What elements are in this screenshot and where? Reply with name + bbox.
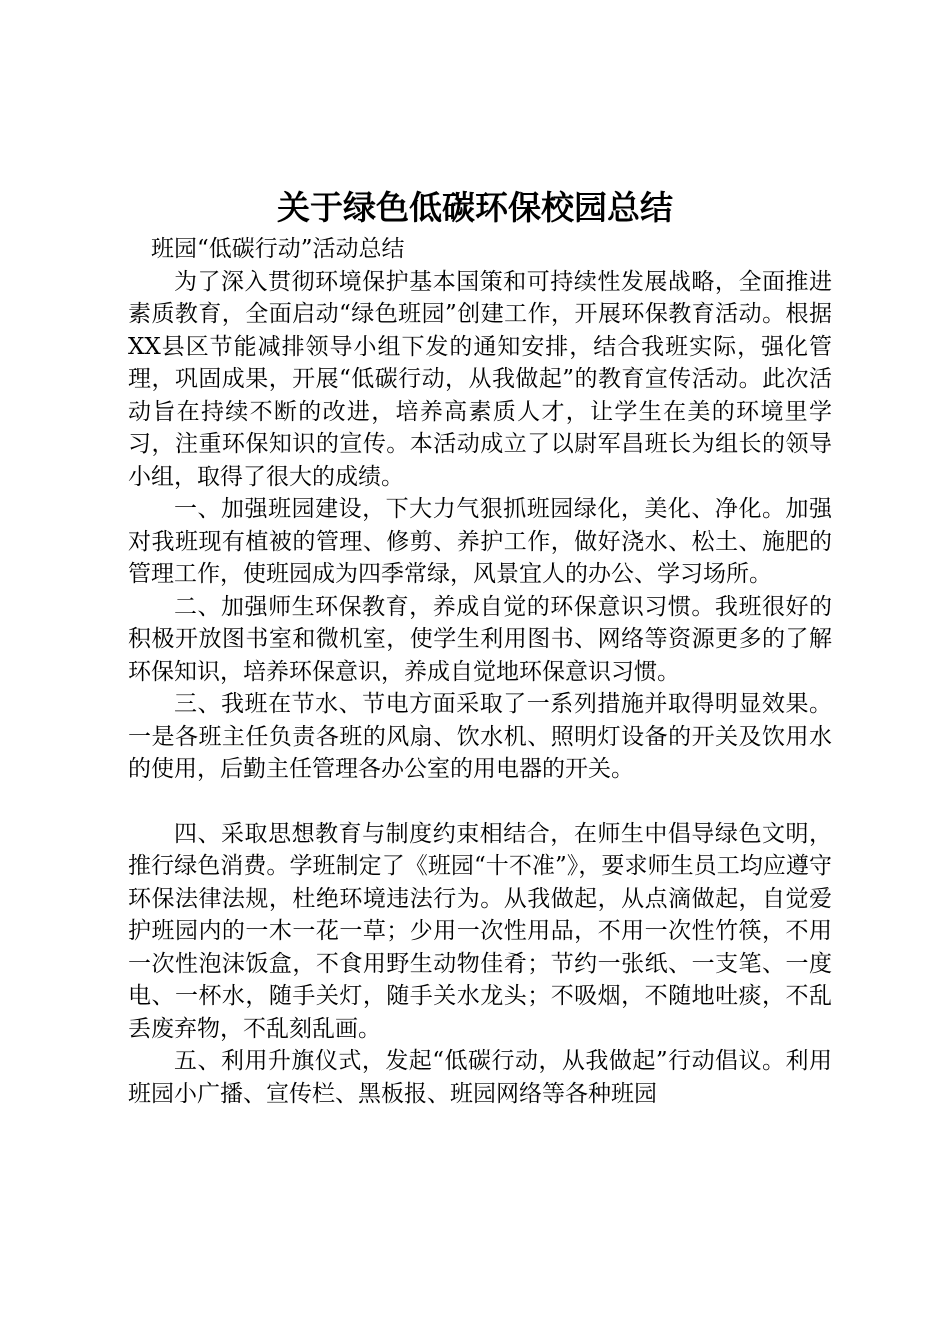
paragraph-section-5: 五、利用升旗仪式，发起“低碳行动，从我做起”行动倡议。利用班园小广播、宣传栏、黑板报、班园网络等各种班园: [128, 1048, 832, 1107]
paragraph-section-2: 二、加强师生环保教育，养成自觉的环保意识习惯。我班很好的积极开放图书室和微机室，使学生利用图书、网络等资源更多的了解环保知识，培养环保意识，养成自觉地环保意识习惯。: [128, 593, 832, 685]
document-subtitle: 班园“低碳行动”活动总结: [151, 236, 405, 262]
paragraph-intro: 为了深入贯彻环境保护基本国策和可持续性发展战略，全面推进素质教育，全面启动“绿色班园”创建工作，开展环保教育活动。根据XX县区节能减排领导小组下发的通知安排，结合我班实际，强化管理，巩固成果，开展“低碳行动，从我做起”的教育宣传活动。此次活动旨在持续不断的改进，培养高素质人才，让学生在美的环境里学习，注重环保知识的宣传。本活动成立了以尉军昌班长为组长的领导小组，取得了很大的成绩。: [128, 268, 832, 490]
document-body: [128, 233, 832, 1110]
document-title: 关于绿色低碳环保校园总结: [277, 188, 673, 227]
paragraph-section-3: 三、我班在节水、节电方面采取了一系列措施并取得明显效果。一是各班主任负责各班的风扇、饮水机、照明灯设备的开关及饮用水的使用，后勤主任管理各办公室的用电器的开关。: [128, 691, 832, 782]
paragraph-section-1: 一、加强班园建设，下大力气狠抓班园绿化，美化、净化。加强对我班现有植被的管理、修剪、养护工作，做好浇水、松土、施肥的管理工作，使班园成为四季常绿，风景宜人的办公、学习场所。: [128, 496, 832, 587]
paragraph-section-4: 四、采取思想教育与制度约束相结合，在师生中倡导绿色文明，推行绿色消费。学班制定了《班园“十不准”》，要求师生员工均应遵守环保法律法规，杜绝环境违法行为。从我做起，从点滴做起，自觉爱护班园内的一木一花一草；少用一次性用品，不用一次性竹筷，不用一次性泡沫饭盒，不食用野生动物佳肴；节约一张纸、一支笔、一度电、一杯水，随手关灯，随手关水龙头；不吸烟，不随地吐痰，不乱丢废弃物，不乱刻乱画。: [128, 820, 832, 1042]
